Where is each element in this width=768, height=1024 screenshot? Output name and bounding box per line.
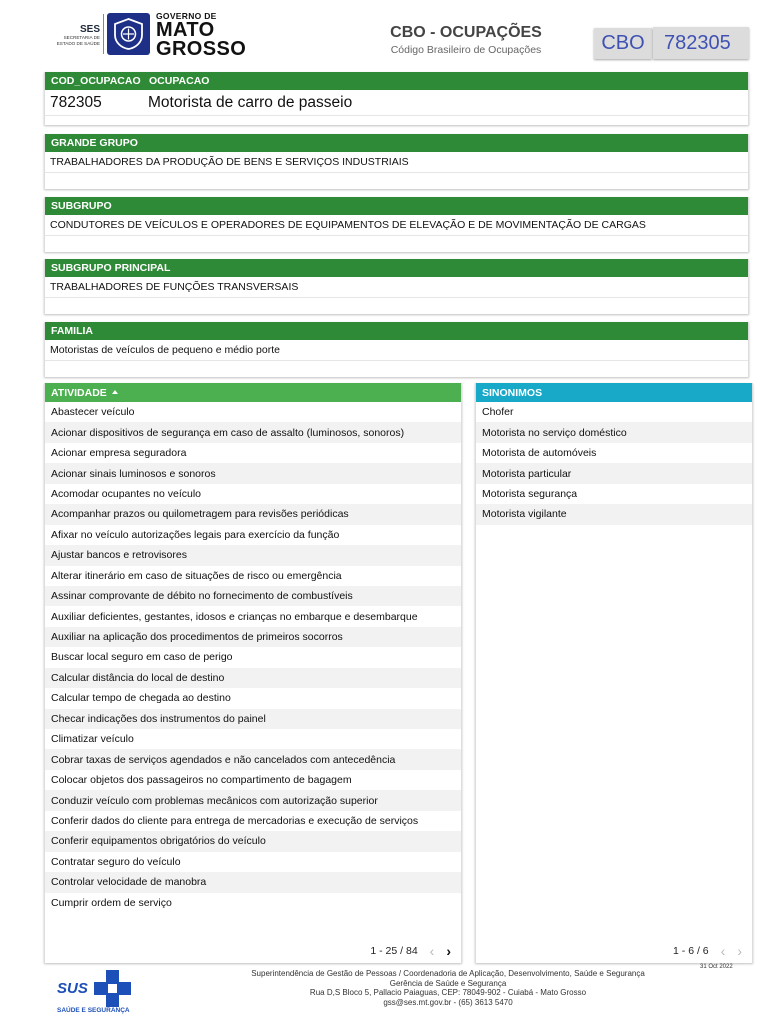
logo-line2: GROSSO (156, 38, 247, 60)
panel-spacer (45, 298, 748, 314)
col-cod-ocupacao: COD_OCUPACAO (51, 75, 141, 87)
col-ocupacao: OCUPACAO (149, 75, 210, 87)
atividade-row[interactable]: Controlar velocidade de manobra (45, 872, 461, 892)
atividade-row[interactable]: Abastecer veículo (51, 406, 135, 419)
atividade-row[interactable]: Colocar objetos dos passageiros no compartimento de bagagem (51, 774, 352, 787)
footer-address (200, 969, 696, 1007)
atividade-row[interactable]: Alterar itinerário em caso de situações de risco ou emergência (51, 569, 342, 582)
page-title: CBO - OCUPAÇÕES (390, 24, 542, 41)
occupation-code: 782305 (50, 93, 102, 111)
atividade-row[interactable]: Cobrar taxas de serviços agendados e não cancelados com antecedência (45, 749, 461, 769)
atividade-row[interactable]: Cumprir ordem de serviço (51, 896, 172, 909)
panel-spacer (45, 236, 748, 252)
sus-logo (57, 970, 137, 1015)
sinonimos-list (476, 402, 752, 525)
sinonimo-row[interactable]: Chofer (482, 406, 514, 419)
footer-line-2: Gerência de Saúde e Segurança (389, 978, 507, 988)
footer-line-3: Rua D,S Bloco 5, Pallacio Paiaguas, CEP: 78049-902 - Cuiabá - Mato Grosso (309, 988, 587, 997)
occupation-panel-header (45, 72, 748, 90)
atividade-row[interactable]: Checar indicações dos instrumentos do painel (45, 709, 461, 729)
logo-gov-text: GOVERNO DE (156, 11, 217, 21)
atividade-row[interactable]: Acomodar ocupantes no veículo (51, 487, 202, 500)
sinonimo-row[interactable]: Motorista particular (476, 463, 752, 483)
atividade-row[interactable]: Auxiliar na aplicação dos procedimentos de primeiros socorros (45, 627, 461, 647)
sinonimo-row[interactable]: Motorista no serviço doméstico (476, 422, 752, 442)
prev-page-icon[interactable]: ‹ (720, 943, 726, 959)
subgrupo-principal-header: SUBGRUPO PRINCIPAL (45, 259, 748, 277)
atividade-row[interactable]: Auxiliar deficientes, gestantes, idosos e crianças no embarque e desembarque (51, 610, 418, 623)
atividade-pager (370, 943, 451, 959)
subgrupo-principal-value: TRABALHADORES DE FUNÇÕES TRANSVERSAIS (45, 277, 748, 298)
next-page-icon[interactable]: › (737, 943, 742, 959)
atividade-table (44, 383, 462, 963)
subgrupo-panel (44, 197, 749, 252)
cbo-scorecard-code: 782305 (653, 27, 749, 59)
atividade-row[interactable]: Acionar sinais luminosos e sonoros (45, 463, 461, 483)
atividade-list (45, 402, 461, 913)
panel-spacer (45, 361, 748, 377)
subgrupo-principal-panel (44, 259, 749, 314)
sinonimos-column-header[interactable] (476, 383, 752, 402)
sinonimos-pager-text: 1 - 6 / 6 (673, 945, 709, 957)
prev-page-icon[interactable]: ‹ (429, 943, 435, 959)
report-date: 31 Oct 2022 (700, 964, 733, 970)
ses-logo-text: SES (79, 24, 100, 35)
sinonimo-row[interactable]: Motorista segurança (482, 487, 578, 500)
atividade-row[interactable]: Afixar no veículo autorizações legais para exercício da função (51, 528, 340, 541)
atividade-row[interactable]: Ajustar bancos e retrovisores (45, 545, 461, 565)
footer-line-1: Superintendência de Gestão de Pessoas / Coordenadoria de Aplicação, Desenvolvimento, Saúde e Segurança (251, 969, 645, 978)
atividade-row[interactable]: Calcular tempo de chegada ao destino (51, 692, 231, 705)
ses-logo-sub-2: ESTADO DE SAÚDE (56, 40, 100, 46)
atividade-pager-text: 1 - 25 / 84 (370, 945, 418, 957)
sinonimo-row[interactable]: Motorista de automóveis (482, 447, 597, 460)
familia-header: FAMILIA (45, 322, 748, 340)
sinonimo-row[interactable]: Motorista vigilante (476, 504, 752, 524)
atividade-row[interactable]: Acompanhar prazos ou quilometragem para revisões periódicas (45, 504, 461, 524)
atividade-row[interactable]: Assinar comprovante de débito no fornecimento de combustíveis (45, 586, 461, 606)
sinonimos-header-label: SINONIMOS (482, 386, 543, 399)
sort-ascending-icon[interactable] (112, 390, 118, 394)
footer-line-4: gss@ses.mt.gov.br - (65) 3613 5470 (383, 997, 513, 1007)
atividade-row[interactable]: Climatizar veículo (51, 733, 134, 746)
sinonimos-table (475, 383, 753, 963)
page-subtitle: Código Brasileiro de Ocupações (390, 44, 542, 56)
health-cross-icon (94, 970, 131, 1007)
next-page-icon[interactable]: › (446, 943, 451, 959)
governo-mato-grosso-logo (156, 12, 246, 59)
logo-line1: MATO (156, 19, 215, 41)
sus-logo-tagline: SAÚDE E SEGURANÇA (57, 1007, 130, 1014)
atividade-row[interactable]: Contratar seguro do veículo (51, 855, 181, 868)
cbo-scorecard-label: CBO (594, 28, 652, 59)
mato-grosso-crest-icon (107, 13, 150, 55)
grande-grupo-header: GRANDE GRUPO (45, 134, 748, 152)
sus-logo-text: SUS (57, 980, 88, 997)
ses-logo-sub-1: SECRETARIA DE (63, 35, 100, 40)
subgrupo-value: CONDUTORES DE VEÍCULOS E OPERADORES DE EQUIPAMENTOS DE ELEVAÇÃO E DE MOVIMENTAÇÃO DE CARGAS (45, 215, 748, 236)
occupation-row (45, 90, 748, 116)
atividade-row[interactable]: Conferir equipamentos obrigatórios do veículo (45, 831, 461, 851)
grande-grupo-value: TRABALHADORES DA PRODUÇÃO DE BENS E SERVIÇOS INDUSTRIAIS (45, 152, 748, 173)
subgrupo-header: SUBGRUPO (45, 197, 748, 215)
panel-spacer (45, 116, 748, 125)
familia-value: Motoristas de veículos de pequeno e médio porte (45, 340, 748, 361)
atividade-column-header[interactable] (45, 383, 461, 402)
atividade-header-label: ATIVIDADE (51, 386, 107, 399)
atividade-row[interactable]: Conduzir veículo com problemas mecânicos com autorização superior (45, 790, 461, 810)
atividade-row[interactable]: Acionar dispositivos de segurança em caso de assalto (luminosos, sonoros) (45, 422, 461, 442)
grande-grupo-panel (44, 134, 749, 189)
atividade-row[interactable]: Acionar empresa seguradora (51, 447, 187, 460)
atividade-row[interactable]: Conferir dados do cliente para entrega de mercadorias e execução de serviços (51, 814, 419, 827)
ses-logo (44, 24, 100, 46)
occupation-panel (44, 72, 749, 125)
familia-panel (44, 322, 749, 377)
sinonimos-pager (673, 943, 742, 959)
panel-spacer (45, 173, 748, 189)
occupation-name: Motorista de carro de passeio (148, 93, 353, 111)
logo-divider (103, 14, 104, 54)
atividade-row[interactable]: Buscar local seguro em caso de perigo (51, 651, 233, 664)
atividade-row[interactable]: Calcular distância do local de destino (45, 668, 461, 688)
